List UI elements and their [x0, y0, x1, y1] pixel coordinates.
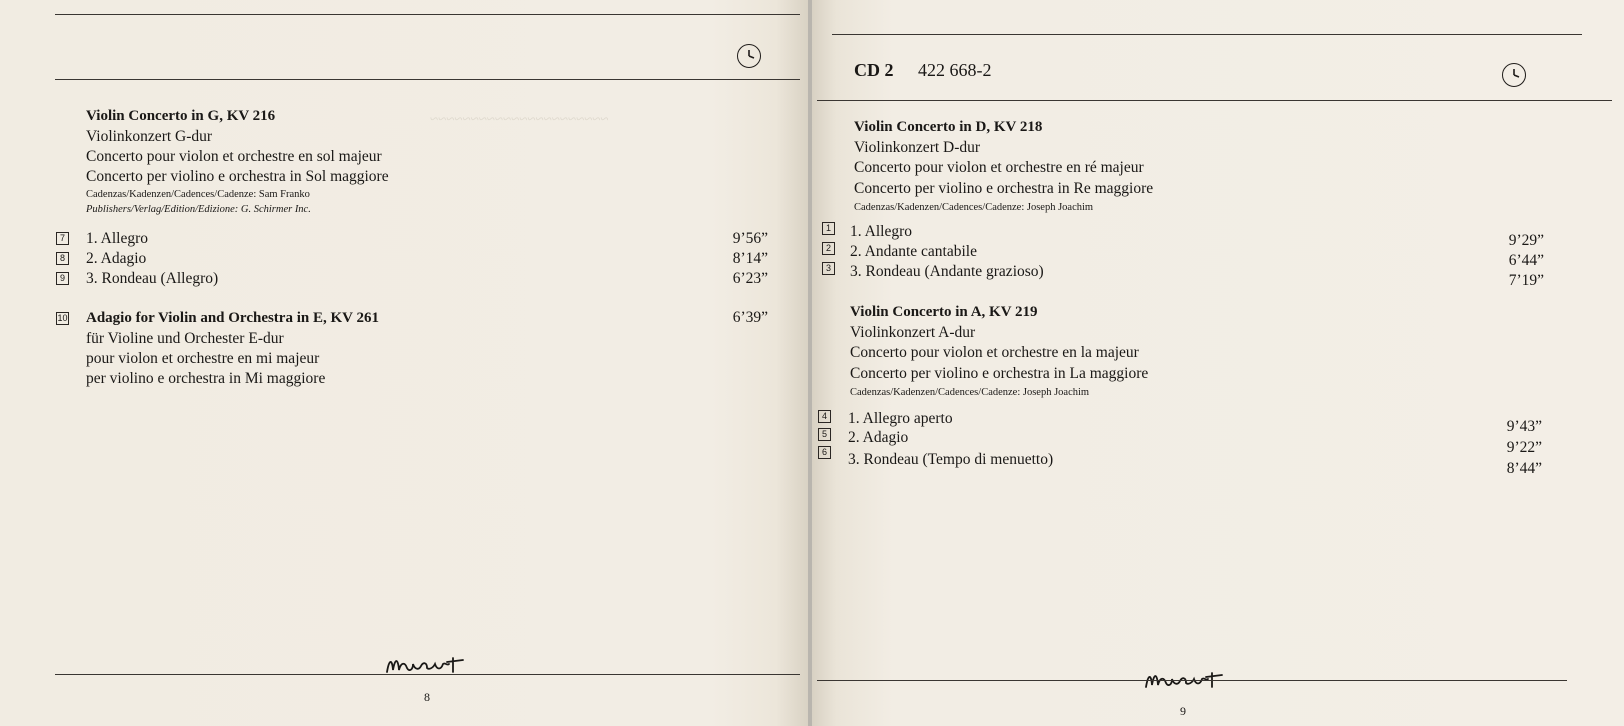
bleed-through-text: ~~~~~~~~~~~~~~~~~~~~~~	[430, 112, 609, 128]
track-duration: 9’43”	[1506, 418, 1542, 435]
track-number-box: 1	[822, 222, 835, 235]
cadenza-credit: Cadenzas/Kadenzen/Cadences/Cadenze: Sam Franko	[86, 189, 310, 200]
track-title: 3. Rondeau (Allegro)	[86, 270, 219, 287]
work-subtitle-it: per violino e orchestra in Mi maggiore	[86, 370, 326, 387]
header-rule	[817, 100, 1612, 101]
track-number-box: 9	[56, 272, 69, 285]
catalog-number: 422 668-2	[918, 60, 992, 80]
mozart-signature	[383, 650, 473, 680]
track-duration: 9’29”	[1508, 232, 1544, 249]
work-subtitle-it: Concerto per violino e orchestra in Re maggiore	[854, 180, 1154, 197]
track-title: 2. Adagio	[86, 250, 147, 267]
track-title: 1. Allegro	[86, 230, 148, 247]
work-subtitle-fr: pour violon et orchestre en mi majeur	[86, 350, 320, 367]
work-title: Adagio for Violin and Orchestra in E, KV 261	[86, 310, 379, 326]
track-duration: 6’39”	[732, 309, 768, 326]
footer-rule	[817, 680, 1567, 681]
track-duration: 7’19”	[1508, 272, 1544, 289]
page-number: 8	[424, 690, 430, 704]
cd-label: CD 2	[854, 60, 894, 80]
work-title: Violin Concerto in D, KV 218	[854, 119, 1043, 135]
work-subtitle-it: Concerto per violino e orchestra in Sol maggiore	[86, 168, 389, 185]
track-number-box: 4	[818, 410, 831, 423]
track-number-box: 8	[56, 252, 69, 265]
track-title: 3. Rondeau (Tempo di menuetto)	[848, 451, 1054, 468]
track-duration: 9’56”	[732, 230, 768, 247]
track-title: 1. Allegro aperto	[848, 410, 953, 427]
cadenza-credit: Cadenzas/Kadenzen/Cadences/Cadenze: Joseph Joachim	[850, 387, 1090, 398]
publisher-credit: Publishers/Verlag/Edition/Edizione: G. Schirmer Inc.	[86, 204, 311, 215]
work-subtitle-de: Violinkonzert G-dur	[86, 128, 213, 145]
work-subtitle-fr: Concerto pour violon et orchestre en ré majeur	[854, 159, 1144, 176]
right-page	[812, 0, 1624, 726]
work-subtitle-fr: Concerto pour violon et orchestre en la majeur	[850, 344, 1139, 361]
track-title: 2. Andante cantabile	[850, 243, 977, 260]
track-number-box: 6	[818, 446, 831, 459]
footer-rule	[55, 674, 800, 675]
clock-icon	[1502, 63, 1526, 87]
work-subtitle-de: Violinkonzert A-dur	[850, 324, 976, 341]
track-title: 1. Allegro	[850, 223, 912, 240]
top-rule	[55, 14, 800, 15]
track-number-box: 10	[57, 313, 68, 323]
track-duration: 8’14”	[732, 250, 768, 267]
work-subtitle-fr: Concerto pour violon et orchestre en sol majeur	[86, 148, 382, 165]
track-duration: 6’44”	[1508, 252, 1544, 269]
track-duration: 8’44”	[1506, 460, 1542, 477]
top-rule	[832, 34, 1582, 35]
work-subtitle-de: Violinkonzert D-dur	[854, 139, 981, 156]
track-number-box: 2	[822, 242, 835, 255]
left-page	[0, 0, 808, 726]
track-number-box: 3	[822, 262, 835, 275]
work-title: Violin Concerto in A, KV 219	[850, 304, 1038, 320]
track-number-box: 7	[56, 232, 69, 245]
track-title: 2. Adagio	[848, 429, 909, 446]
page-number: 9	[1180, 704, 1186, 718]
work-title: Violin Concerto in G, KV 216	[86, 108, 276, 124]
cadenza-credit: Cadenzas/Kadenzen/Cadences/Cadenze: Joseph Joachim	[854, 202, 1094, 213]
header-rule	[55, 79, 800, 80]
work-subtitle-de: für Violine und Orchester E-dur	[86, 330, 284, 347]
work-subtitle-it: Concerto per violino e orchestra in La maggiore	[850, 365, 1149, 382]
clock-icon	[737, 44, 761, 68]
track-number-box: 5	[818, 428, 831, 441]
track-duration: 9’22”	[1506, 439, 1542, 456]
track-duration: 6’23”	[732, 270, 768, 287]
track-title: 3. Rondeau (Andante grazioso)	[850, 263, 1044, 280]
